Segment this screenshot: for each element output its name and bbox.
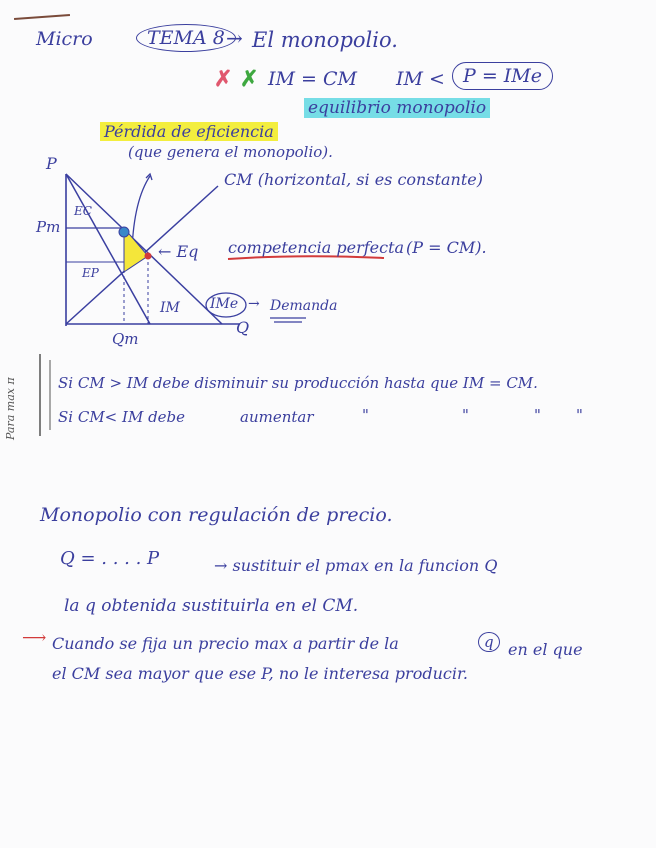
quantity-label: Qm xyxy=(112,330,139,348)
topic-label: TEMA 8 xyxy=(136,24,236,52)
cm-curve xyxy=(132,176,150,250)
page-title: El monopolio. xyxy=(252,28,398,52)
comp-label-underlined: competencia perfecta xyxy=(228,238,405,257)
header-arrow: → xyxy=(226,26,243,50)
regulation-bullet: ⟶ xyxy=(22,628,47,648)
ditto-mark: " xyxy=(534,406,541,424)
rule-line-2b: aumentar xyxy=(240,408,314,426)
subject-label: Micro xyxy=(36,28,93,50)
ditto-mark: " xyxy=(576,406,583,424)
ime-label: IMe xyxy=(210,296,239,312)
price-label: Pm xyxy=(36,218,61,236)
regulation-line-3-circled: q xyxy=(478,632,500,652)
cm-label: CM (horizontal, si es constante) xyxy=(224,170,483,189)
competitive-point xyxy=(145,253,152,260)
demand-line xyxy=(66,174,222,324)
monopoly-point xyxy=(119,227,129,237)
regulation-line-2: la q obtenida sustituirla en el CM. xyxy=(64,596,359,616)
rule-line-2a: Si CM< IM debe xyxy=(58,408,186,426)
regulation-line-4: el CM sea mayor que ese P, no le interesa producir. xyxy=(52,664,468,683)
ditto-mark: " xyxy=(462,406,469,424)
regulation-title: Monopolio con regulación de precio. xyxy=(40,504,393,526)
deadweight-title: Pérdida de eficiencia xyxy=(100,122,278,141)
ep-label: EP xyxy=(82,266,99,280)
regulation-formula: Q = . . . . P xyxy=(60,548,160,569)
comp-label-suffix: (P = CM). xyxy=(406,238,487,257)
regulation-line-3: Cuando se fija un precio max a partir de la xyxy=(52,634,399,653)
ec-label: EC xyxy=(74,204,92,218)
x-axis-label: Q xyxy=(236,318,250,337)
ditto-mark: " xyxy=(362,406,369,424)
side-note: Para max 𝜋 xyxy=(4,377,17,440)
ime-arrow: → xyxy=(248,296,260,312)
comp-label-prefix: ← Eq xyxy=(158,242,199,261)
rule-line-1: Si CM > IM debe disminuir su producción hasta que IM = CM. xyxy=(58,374,538,392)
regulation-line-3-end: en el que xyxy=(508,640,583,659)
cross-mark-green: ✗ xyxy=(240,66,259,92)
im-label: IM xyxy=(160,300,180,316)
inequality-boxed: P = IMe xyxy=(452,62,553,90)
equilibrium-caption: equilibrio monopolio xyxy=(304,98,490,118)
regulation-formula-note: → sustituir el pmax en la funcion Q xyxy=(214,556,498,575)
demand-label: Demanda xyxy=(270,298,338,314)
equality-condition: IM = CM xyxy=(268,68,357,90)
y-axis-label: P xyxy=(46,154,57,173)
deadweight-subtitle: (que genera el monopolio). xyxy=(128,143,333,161)
cross-mark-pink: ✗ xyxy=(214,66,233,92)
inequality-prefix: IM < xyxy=(396,68,445,90)
